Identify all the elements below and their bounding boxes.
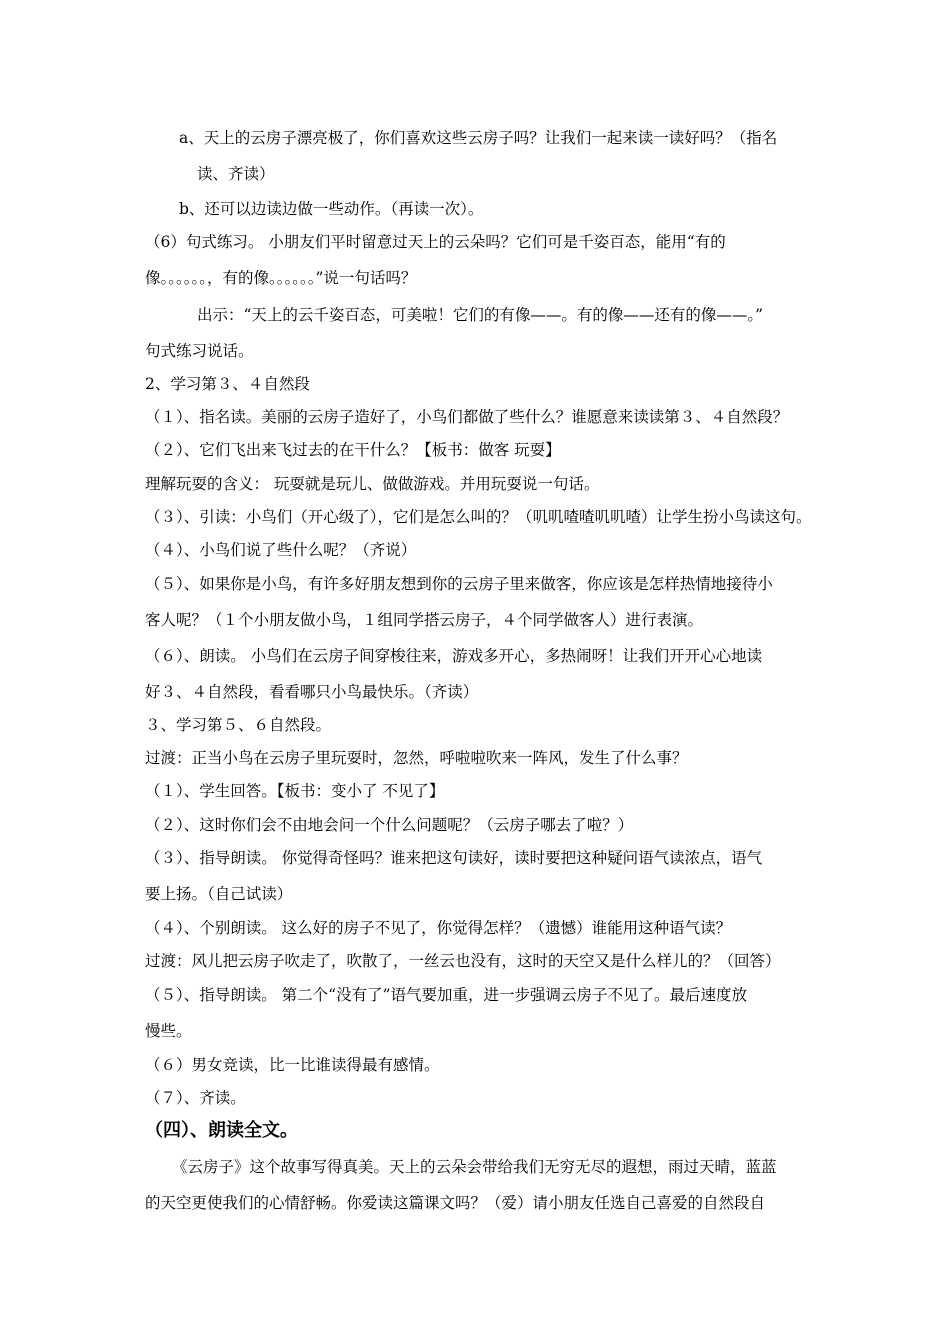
text-line: 出示：“天上的云千姿百态，可美啦！它们的有像——。有的像——还有的像——。”: [197, 306, 764, 324]
text-line: 《云房子》这个故事写得真美。天上的云朵会带给我们无穷无尽的遐想，雨过天晴，蓝蓝: [172, 1158, 777, 1176]
text-line: 2、学习第３、４自然段: [145, 375, 310, 393]
text-line: ３、学习第５、６自然段。: [145, 716, 332, 734]
text-line: a、天上的云房子漂亮极了，你们喜欢这些云房子吗？让我们一起来读一读好吗？（指名: [179, 129, 778, 147]
text-line: （４）、小鸟们说了些什么呢？（齐说）: [145, 541, 417, 559]
text-line: 理解玩耍的含义： 玩耍就是玩儿、做做游戏。并用玩耍说一句话。: [145, 475, 600, 493]
text-line: （6）句式练习。 小朋友们平时留意过天上的云朵吗？它们可是千姿百态，能用“有的: [145, 233, 726, 251]
text-line: 好３、４自然段，看看哪只小鸟最快乐。（齐读）: [145, 683, 479, 701]
text-line: 要上扬。（自己试读）: [145, 885, 293, 903]
text-line: （１）、学生回答。【板书：变小了 不见了】: [145, 782, 445, 800]
section-heading: （四）、朗读全文。: [145, 1120, 298, 1141]
text-line: （３）、指导朗读。 你觉得奇怪吗？谁来把这句读好，读时要把这种疑问语气读浓点，语气: [145, 849, 763, 867]
text-line: （５）、如果你是小鸟，有许多好朋友想到你的云房子里来做客，你应该是怎样热情地接待小: [145, 575, 773, 593]
text-line: 句式练习说话。: [145, 342, 254, 360]
text-line: 客人呢？（１个小朋友做小鸟，１组同学搭云房子，４个同学做客人）进行表演。: [145, 611, 704, 629]
text-line: （２）、这时你们会不由地会问一个什么问题呢？（云房子哪去了啦？）: [145, 816, 634, 834]
text-line: （４）、个别朗读。 这么好的房子不见了，你觉得怎样？（遗憾）谁能用这种语气读？: [145, 919, 732, 937]
text-line: （３）、引读：小鸟们（开心级了），它们是怎么叫的？（叽叽喳喳叽叽喳）让学生扮小鸟读这句。: [145, 508, 812, 526]
text-line: （５）、指导朗读。 第二个“没有了”语气要加重，进一步强调云房子不见了。最后速度放: [145, 986, 748, 1004]
text-line: （６）男女竞读，比一比谁读得最有感情。: [145, 1056, 440, 1074]
text-line: 读、齐读）: [197, 165, 275, 183]
text-line: 慢些。: [145, 1022, 192, 1040]
text-line: b、还可以边读边做一些动作。（再读一次）。: [179, 200, 484, 218]
text-line: （６）、朗读。 小鸟们在云房子间穿梭往来，游戏多开心，多热闹呀！让我们开开心心地读: [145, 647, 763, 665]
text-line: （２）、它们飞出来飞过去的在干什么？【板书：做客 玩耍】: [145, 441, 561, 459]
text-line: （１）、指名读。美丽的云房子造好了，小鸟们都做了些什么？谁愿意来读读第３、４自然段？: [145, 408, 789, 426]
text-line: （７）、齐读。: [145, 1089, 246, 1107]
text-line: 像。。。。。。，有的像。。。。。。”说一句话吗？: [145, 269, 417, 287]
text-line: 的天空更使我们的心情舒畅。你爱读这篇课文吗？（爱）请小朋友任选自己喜爱的自然段自: [145, 1194, 766, 1212]
text-line: 过渡：风儿把云房子吹走了，吹散了，一丝云也没有，这时的天空又是什么样儿的？（回答）: [145, 952, 781, 970]
text-line: 过渡：正当小鸟在云房子里玩耍时，忽然，呼啦啦吹来一阵风，发生了什么事？: [145, 749, 688, 767]
